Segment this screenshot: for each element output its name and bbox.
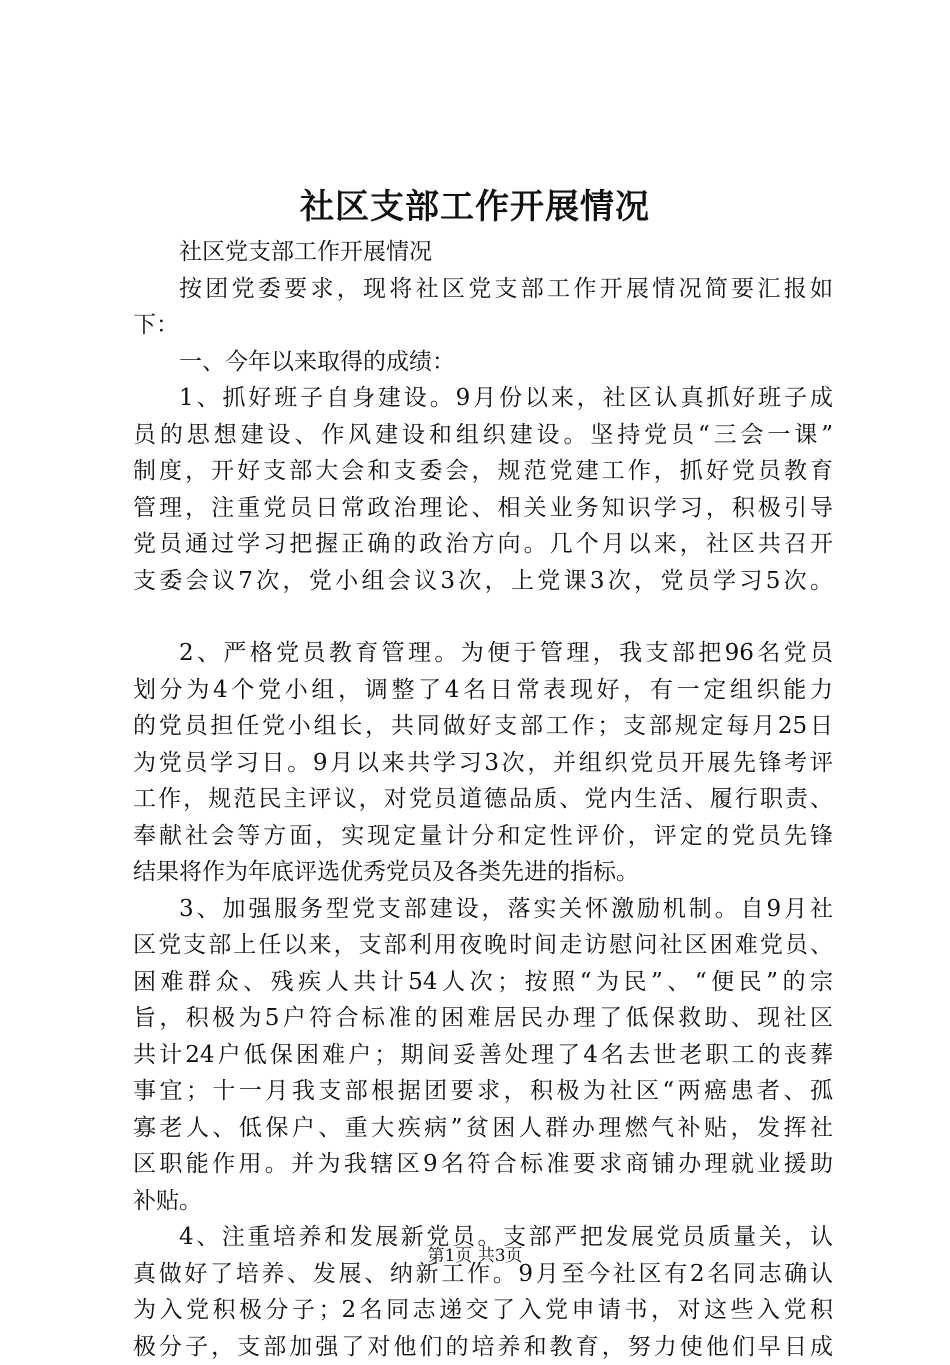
paragraph-line: 旨，积极为5户符合标准的困难居民办理了低保救助、现社区 (133, 1000, 833, 1037)
paragraph-line: 真做好了培养、发展、纳新工作。9月至今社区有2名同志确认 (133, 1256, 833, 1293)
paragraph-line: 一、今年以来取得的成绩： (133, 344, 833, 381)
page-number-footer: 第1页 共3页 (0, 1244, 950, 1268)
paragraph-line: 极分子，支部加强了对他们的培养和教育，努力使他们早日成 (133, 1329, 833, 1365)
paragraph-line: 4、注重培养和发展新党员。支部严把发展党员质量关，认 (133, 1219, 833, 1256)
paragraph-line: 1、抓好班子自身建设。9月份以来，社区认真抓好班子成 (133, 380, 833, 417)
paragraph-line: 的党员担任党小组长，共同做好支部工作；支部规定每月25日 (133, 708, 833, 745)
paragraph-line: 党员通过学习把握正确的政治方向。几个月以来，社区共召开 (133, 526, 833, 563)
paragraph-line: 共计24户低保困难户；期间妥善处理了4名去世老职工的丧葬 (133, 1037, 833, 1074)
paragraph-line: 区党支部上任以来，支部利用夜晚时间走访慰问社区困难党员、 (133, 927, 833, 964)
paragraph-line: 管理，注重党员日常政治理论、相关业务知识学习，积极引导 (133, 490, 833, 527)
paragraph-line: 结果将作为年底评选优秀党员及各类先进的指标。 (133, 854, 833, 891)
paragraph-line: 奉献社会等方面，实现定量计分和定性评价，评定的党员先锋 (133, 818, 833, 855)
paragraph-gap (133, 599, 833, 635)
paragraph-line: 按团党委要求，现将社区党支部工作开展情况简要汇报如 (133, 271, 833, 308)
paragraph-line: 寡老人、低保户、重大疾病”贫困人群办理燃气补贴，发挥社 (133, 1110, 833, 1147)
paragraph-line: 为入党积极分子；2名同志递交了入党申请书，对这些入党积 (133, 1292, 833, 1329)
paragraph-line: 支委会议7次，党小组会议3次，上党课3次，党员学习5次。 (133, 563, 833, 600)
paragraph-line: 制度，开好支部大会和支委会，规范党建工作，抓好党员教育 (133, 453, 833, 490)
paragraph-line: 3、加强服务型党支部建设，落实关怀激励机制。自9月社 (133, 891, 833, 928)
document-body (133, 234, 833, 1365)
paragraph-line: 社区党支部工作开展情况 (133, 234, 833, 271)
document-title: 社区支部工作开展情况 (0, 183, 950, 231)
paragraph-line: 工作，规范民主评议，对党员道德品质、党内生活、履行职责、 (133, 781, 833, 818)
paragraph-line: 区职能作用。并为我辖区9名符合标准要求商铺办理就业援助 (133, 1146, 833, 1183)
paragraph-line: 为党员学习日。9月以来共学习3次，并组织党员开展先锋考评 (133, 745, 833, 782)
paragraph-line: 困难群众、残疾人共计54人次；按照“为民”、“便民”的宗 (133, 964, 833, 1001)
paragraph-line: 划分为4个党小组，调整了4名日常表现好，有一定组织能力 (133, 672, 833, 709)
paragraph-line: 事宜；十一月我支部根据团要求，积极为社区“两癌患者、孤 (133, 1073, 833, 1110)
paragraph-line: 补贴。 (133, 1183, 833, 1220)
paragraph-line: 下： (133, 307, 833, 344)
paragraph-line: 员的思想建设、作风建设和组织建设。坚持党员“三会一课” (133, 417, 833, 454)
paragraph-line: 2、严格党员教育管理。为便于管理，我支部把96名党员 (133, 635, 833, 672)
